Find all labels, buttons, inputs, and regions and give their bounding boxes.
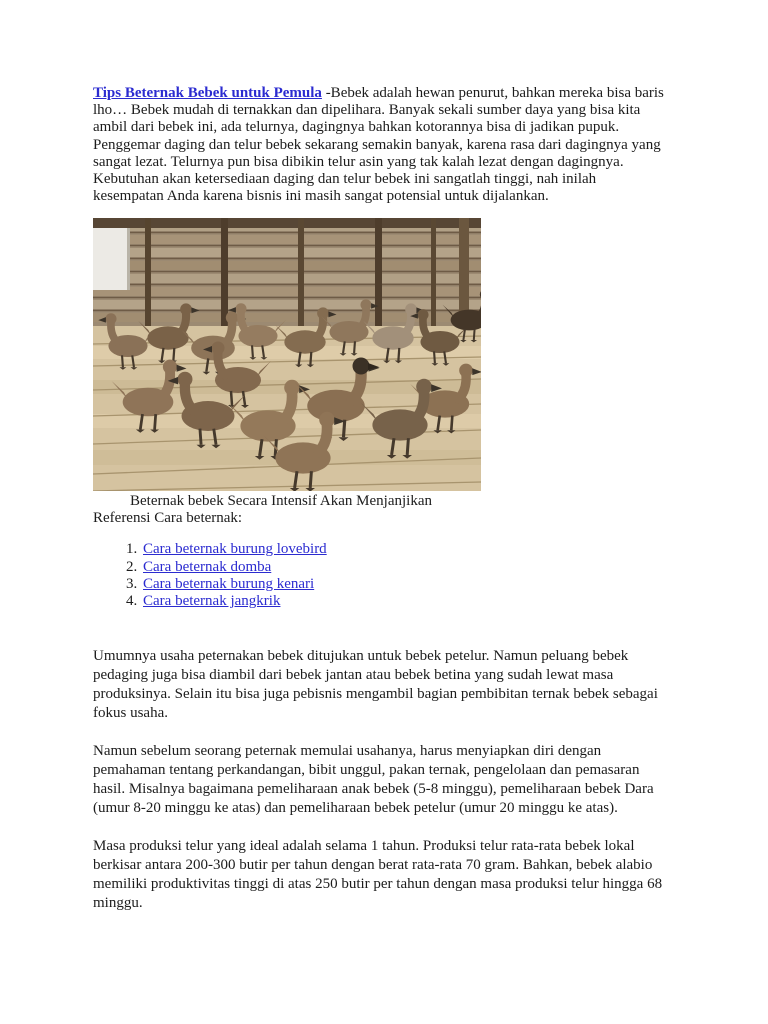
paragraph-produksi-telur: Masa produksi telur yang ideal adalah selama 1 tahun. Produksi telur rata-rata bebek lokal berkisar antara 200-300 butir per tahun dengan berat rata-rata 70 gram. Bahkan, bebek alabio memiliki produktivitas tinggi di atas 250 butir per tahun dengan masa produksi telur hingga 68 minggu. [93,837,663,911]
reference-link-kenari[interactable]: Cara beternak burung kenari [143,576,315,593]
intro-text: -Bebek adalah hewan penurut, bahkan mereka bisa baris lho… Bebek mudah di ternakkan dan dipelihara. Banyak sekali sumber daya yang bisa kita ambil dari bebek ini, ada telurnya, dagingnya bahkan kotorannya bisa di jadikan pupuk. Penggemar daging dan telur bebek sekarang semakin banyak, karena rasa dari dagingnya yang sangat lezat. Telurnya pun bisa dibikin telur asin yang tak kalah lezat dengan dagingnya. Kebutuhan akan ketersediaan daging dan telur bebek ini sangatlah tinggi, nah inilah kesempatan Anda karena bisnis ini masih sangat potensial untuk dijalankan. [93,85,664,205]
list-item [141,593,664,610]
intro-paragraph [93,85,664,205]
reference-link-lovebird[interactable]: Cara beternak burung lovebird [143,541,327,558]
reference-link-jangkrik[interactable]: Cara beternak jangkrik [143,593,281,610]
list-item [141,559,664,576]
title-link[interactable]: Tips Beternak Bebek untuk Pemula [93,85,322,101]
ducks-photo [93,218,481,491]
reference-link-domba[interactable]: Cara beternak domba [143,558,272,575]
ducks-photo-illustration [93,218,481,491]
paragraph-usaha-peternakan: Umumnya usaha peternakan bebek ditujukan untuk bebek petelur. Namun peluang bebek pedaging juga bisa diambil dari bebek jantan atau bebek betina yang sudah lewat masa produksinya. Selain itu bisa juga pebisnis mengambil bagian pembibitan ternak bebek sebagai fokus usaha. [93,647,658,721]
document-content [93,0,664,913]
references-label: Referensi Cara beternak: [93,510,243,527]
list-item [141,541,664,558]
reference-links-list [93,541,664,610]
photo-caption: Beternak bebek Secara Intensif Akan Menjanjikan [130,493,432,510]
list-item [141,576,664,593]
paragraph-persiapan-peternak: Namun sebelum seorang peternak memulai usahanya, harus menyiapkan diri dengan pemahaman tentang perkandangan, bibit unggul, pakan ternak, pengelolaan dan pemasaran hasil. Misalnya bagaimana pemeliharaan anak bebek (5-8 minggu), pemeliharaan bebek Dara (umur 8-20 minggu ke atas) dan pemeliharaan bebek petelur (umur 20 minggu ke atas). [93,742,654,816]
